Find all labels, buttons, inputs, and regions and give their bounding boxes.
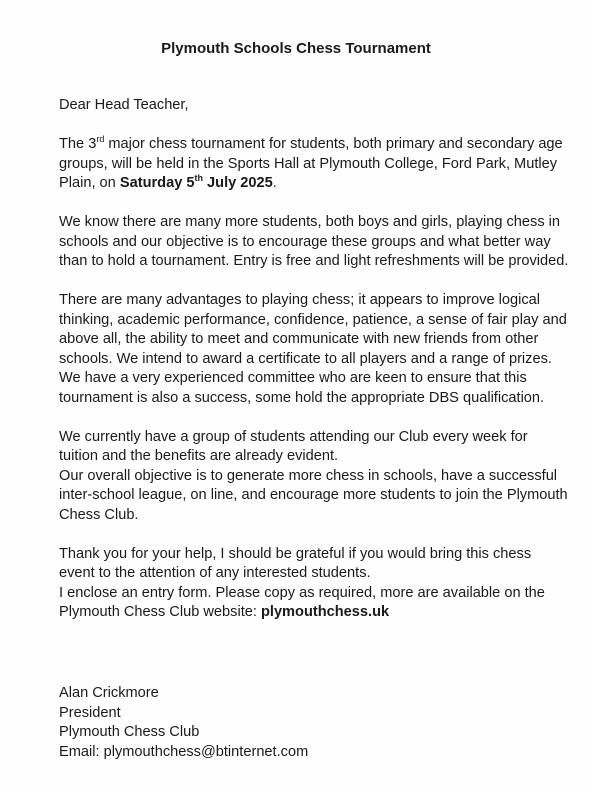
paragraph-advantages: There are many advantages to playing chess; it appears to improve logical thinking, academic performance, confidence, patience, a sense of fair play and above all, the ability to meet and communicate with new friends from other schools. We intend to award a certificate to all players and a range of prizes. We have a very experienced committee who are keen to ensure that this tournament is also a success, some hold the appropriate DBS qualification.	[59, 292, 567, 406]
entry-text: I enclose an entry form. Please copy as required, more are available on the Plymouth Chess Club website:	[59, 584, 545, 620]
signature-block	[59, 684, 308, 762]
intro-text-a: The 3	[59, 136, 97, 152]
event-date	[120, 175, 273, 191]
ordinal-suffix: rd	[96, 134, 105, 145]
signer-email[interactable]: Email: plymouthchess@btinternet.com	[59, 743, 309, 760]
paragraph-intro	[59, 135, 569, 194]
paragraph-thanks: Thank you for your help, I should be grateful if you would bring this chess event to the attention of any interested students.	[59, 545, 532, 581]
signer-name: Alan Crickmore	[59, 685, 159, 701]
letter-body	[59, 96, 569, 623]
signer-club: Plymouth Chess Club	[59, 724, 200, 740]
greeting: Dear Head Teacher,	[59, 97, 189, 113]
intro-end: .	[272, 175, 277, 191]
date-suffix: th	[194, 173, 203, 184]
paragraph-entry	[59, 584, 569, 623]
event-date-a: Saturday 5	[119, 175, 195, 191]
paragraph-goal: Our overall objective is to generate more chess in schools, have a successful inter-school league, on line, and encourage more students to join the Plymouth Chess Club.	[59, 467, 568, 523]
paragraph-objective: We know there are many more students, both boys and girls, playing chess in schools and our objective is to encourage these groups and what better way than to hold a tournament. Entry is free and light refreshments will be provided.	[59, 214, 569, 269]
intro-text-b: major chess tournament for students, both primary and secondary age groups, will be held in the Sports Hall at Plymouth College, Ford Park, Mutley Plain, on	[59, 136, 563, 191]
event-date-b: July 2025	[202, 175, 273, 191]
paragraph-club: We currently have a group of students attending our Club every week for tuition and the benefits are already evident.	[59, 428, 528, 464]
signer-role: President	[59, 704, 121, 721]
letter-title: Plymouth Schools Chess Tournament	[161, 40, 431, 57]
website-link[interactable]: plymouthchess.uk	[260, 604, 390, 620]
